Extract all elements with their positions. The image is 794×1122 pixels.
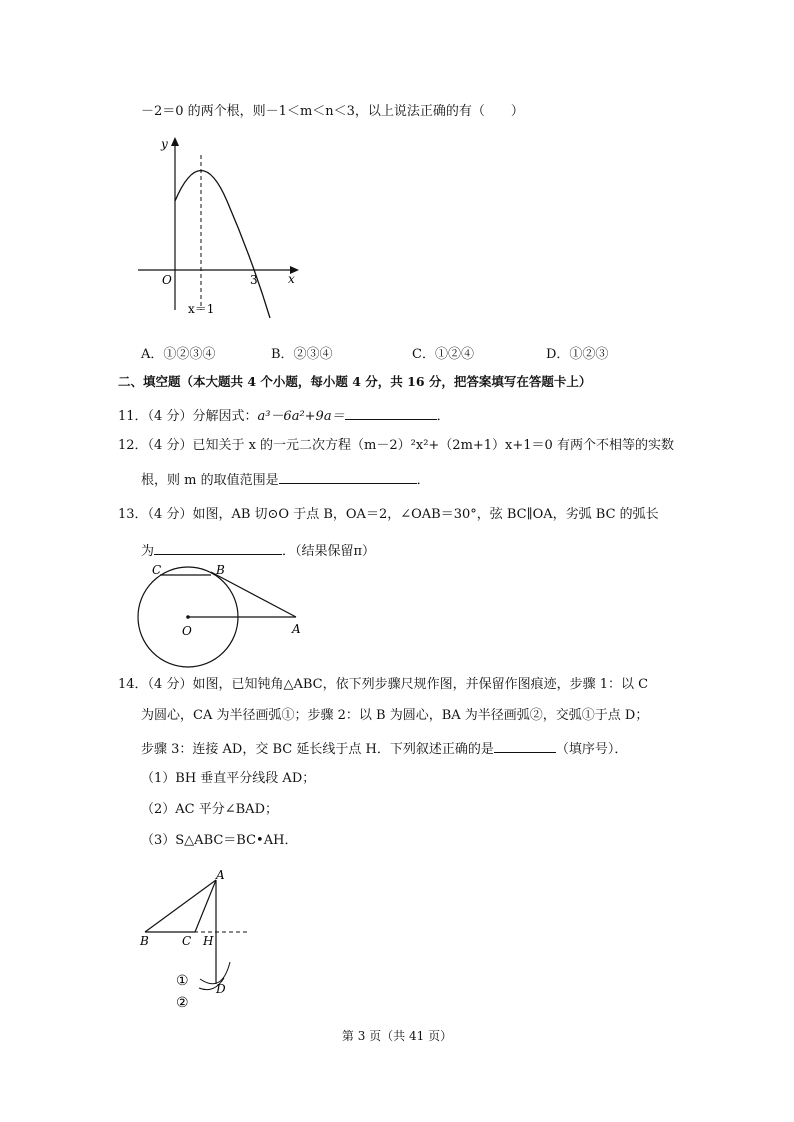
point-b-label: B (216, 563, 225, 577)
q10-option-a: A．①②③④ (141, 347, 216, 362)
arc-2-label: ② (176, 995, 189, 1011)
q14-text-3b: （填序号）． (555, 742, 628, 757)
point-c-label: C (152, 563, 162, 577)
q14-line2: 为圆心，CA 为半径画弧①；步骤 2：以 B 为圆心，BA 为半径画弧②，交弧①于点 D； (141, 708, 649, 723)
point-c-label: C (182, 934, 192, 948)
y-axis-label: y (161, 137, 168, 151)
q14-score: （4 分） (147, 677, 193, 692)
arc-1-label: ① (176, 973, 189, 989)
point-h-label: H (203, 934, 214, 948)
q12-end: ． (416, 473, 430, 488)
origin-label: O (162, 273, 172, 287)
q13-text-2a: 为 (141, 544, 155, 559)
point-a-label: A (216, 868, 225, 882)
page-footer: 第 3 页（共 41 页） (341, 1029, 453, 1043)
x-intercept-label: 3 (250, 273, 258, 287)
q14-statement-1: （1）BH 垂直平分线段 AD； (141, 771, 316, 786)
q12-number: 12． (118, 438, 148, 453)
q13-text: 如图，AB 切⊙O 于点 B，OA＝2，∠OAB＝30°，弦 BC∥OA，劣弧 BC 的弧长 (192, 507, 659, 522)
q14-statement-3: （3）S△ABC＝BC•AH． (141, 833, 298, 848)
q11-end: ． (436, 409, 450, 424)
q14-text-3a: 步骤 3：连接 AD，交 BC 延长线于点 H．下列叙述正确的是 (141, 742, 494, 757)
q11-text: 分解因式： (192, 409, 258, 424)
q13-number: 13． (118, 507, 148, 522)
q10-option-d: D．①②③ (546, 347, 609, 362)
q12-score: （4 分） (147, 438, 193, 453)
q12-text: 已知关于 x 的一元二次方程（m－2）²x²+（2m+1）x+1＝0 有两个不相等的实数 (192, 438, 674, 453)
q12-text-2: 根，则 m 的取值范围是 (141, 473, 279, 488)
point-d-label: D (216, 982, 226, 996)
q10-option-b: B．②③④ (271, 347, 333, 362)
q14-text: 如图，已知钝角△ABC，依下列步骤尺规作图，并保留作图痕迹，步骤 1：以 C (192, 677, 649, 692)
q14-statement-2: （2）AC 平分∠BAD； (141, 802, 278, 817)
q11-number: 11． (118, 409, 148, 424)
x-axis-label: x (288, 272, 295, 286)
q11-score: （4 分） (147, 409, 193, 424)
point-o-label: O (182, 624, 192, 638)
section-2-title: 二、填空题（本大题共 4 个小题，每小题 4 分，共 16 分，把答案填写在答题卡上） (118, 374, 592, 389)
symmetry-axis-label: x＝1 (188, 302, 215, 316)
q11-expression: a³－6a²+9a＝ (257, 409, 345, 424)
point-a-label: A (292, 622, 301, 636)
q13-score: （4 分） (147, 507, 193, 522)
q13-text-2b: ．（结果保留π） (282, 544, 376, 559)
q10-tail: －2＝0 的两个根，则－1＜m＜n＜3，以上说法正确的有（ ） (141, 104, 524, 119)
q14-number: 14． (118, 677, 148, 692)
point-b-label: B (140, 934, 149, 948)
q10-option-c: C．①②④ (412, 347, 474, 362)
